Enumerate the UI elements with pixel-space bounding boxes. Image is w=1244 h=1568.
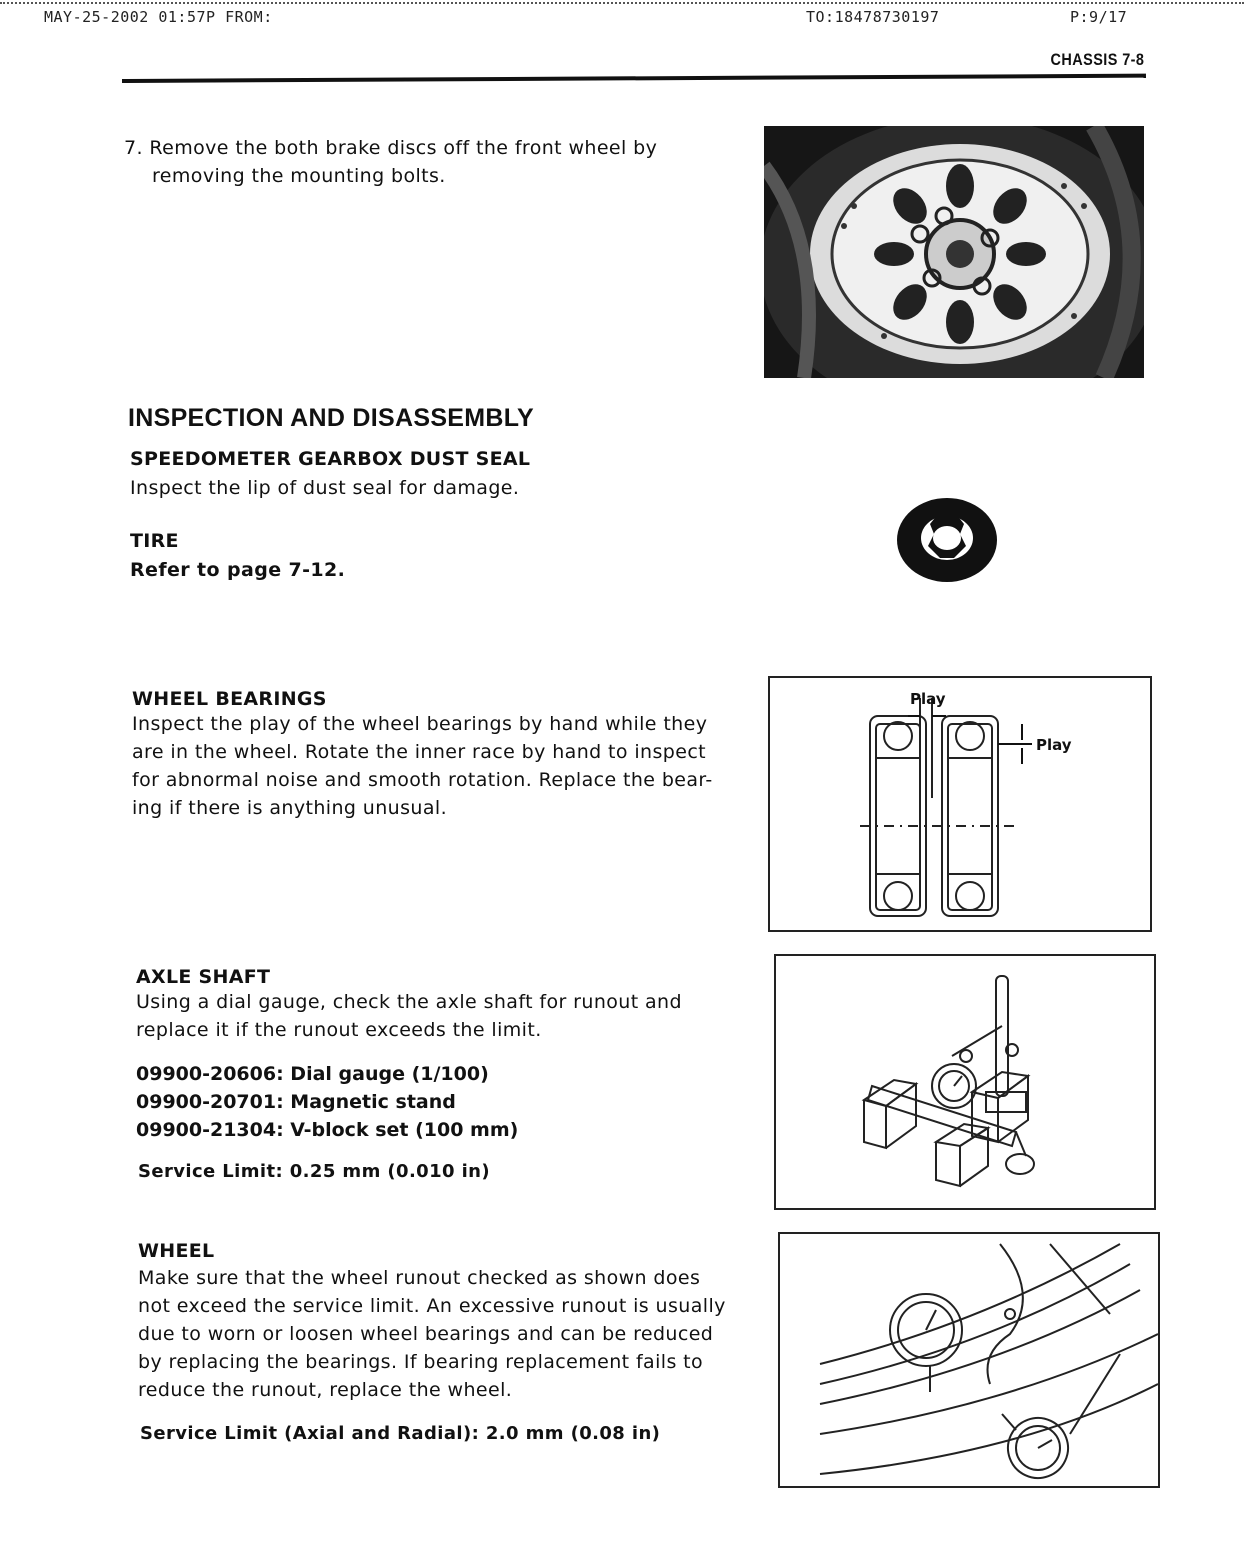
- step-number: 7.: [124, 137, 143, 159]
- brake-disc-photo: [764, 126, 1144, 378]
- header-rule: [122, 74, 1146, 83]
- section-header: CHASSIS 7-8: [1050, 50, 1144, 69]
- wheel-line: not exceed the service limit. An excessive runout is usually: [138, 1295, 726, 1317]
- play-label-top: Play: [910, 690, 946, 708]
- step-7: [124, 134, 744, 190]
- wheel-line: by replacing the bearings. If bearing replacement fails to: [138, 1351, 704, 1373]
- fax-top-border: [0, 2, 1244, 4]
- step-7-line-1: Remove the both brake discs off the front wheel by: [149, 137, 658, 159]
- wheel-bearings-line: are in the wheel. Rotate the inner race by hand to inspect: [132, 741, 707, 763]
- tool-item: 09900-21304: V-block set (100 mm): [136, 1119, 519, 1141]
- axle-shaft-heading: AXLE SHAFT: [136, 966, 271, 988]
- wheel-bearings-line: for abnormal noise and smooth rotation. Replace the bear-: [132, 769, 713, 791]
- wheel-line: Make sure that the wheel runout checked as shown does: [138, 1267, 701, 1289]
- speedometer-heading: SPEEDOMETER GEARBOX DUST SEAL: [130, 448, 531, 470]
- axle-runout-diagram: [774, 954, 1156, 1210]
- step-7-line-2: removing the mounting bolts.: [152, 165, 446, 187]
- wheel-line: reduce the runout, replace the wheel.: [138, 1379, 513, 1401]
- tire-heading: TIRE: [130, 530, 179, 552]
- play-label-right: Play: [1036, 736, 1072, 754]
- tool-item: 09900-20606: Dial gauge (1/100): [136, 1063, 489, 1085]
- wheel-runout-diagram: [778, 1232, 1160, 1488]
- fax-header-recipient: TO:18478730197: [806, 8, 940, 26]
- wheel-text: [138, 1264, 758, 1404]
- wheel-service-limit: Service Limit (Axial and Radial): 2.0 mm (0.08 in): [140, 1423, 661, 1444]
- speedometer-text: Inspect the lip of dust seal for damage.: [130, 477, 520, 499]
- wheel-heading: WHEEL: [138, 1240, 215, 1262]
- inspection-title: INSPECTION AND DISASSEMBLY: [128, 404, 535, 432]
- wheel-bearings-text: [132, 710, 752, 822]
- axle-shaft-line: Using a dial gauge, check the axle shaft for runout and: [136, 991, 682, 1013]
- dust-seal-image: [892, 494, 1002, 586]
- wheel-bearings-heading: WHEEL BEARINGS: [132, 688, 327, 710]
- wheel-bearings-line: Inspect the play of the wheel bearings by hand while they: [132, 713, 708, 735]
- axle-shaft-line: replace it if the runout exceeds the limit.: [136, 1019, 542, 1041]
- special-tools-list: [136, 1060, 518, 1144]
- bearing-play-diagram: [768, 676, 1152, 932]
- axle-shaft-text: [136, 988, 756, 1044]
- wheel-line: due to worn or loosen wheel bearings and can be reduced: [138, 1323, 714, 1345]
- fax-header-page: P:9/17: [1070, 8, 1128, 26]
- wheel-bearings-line: ing if there is anything unusual.: [132, 797, 448, 819]
- tool-item: 09900-20701: Magnetic stand: [136, 1091, 456, 1113]
- tire-reference: Refer to page 7-12.: [130, 559, 346, 581]
- fax-header-sender: MAY-25-2002 01:57P FROM:: [44, 8, 273, 26]
- axle-service-limit: Service Limit: 0.25 mm (0.010 in): [138, 1161, 491, 1182]
